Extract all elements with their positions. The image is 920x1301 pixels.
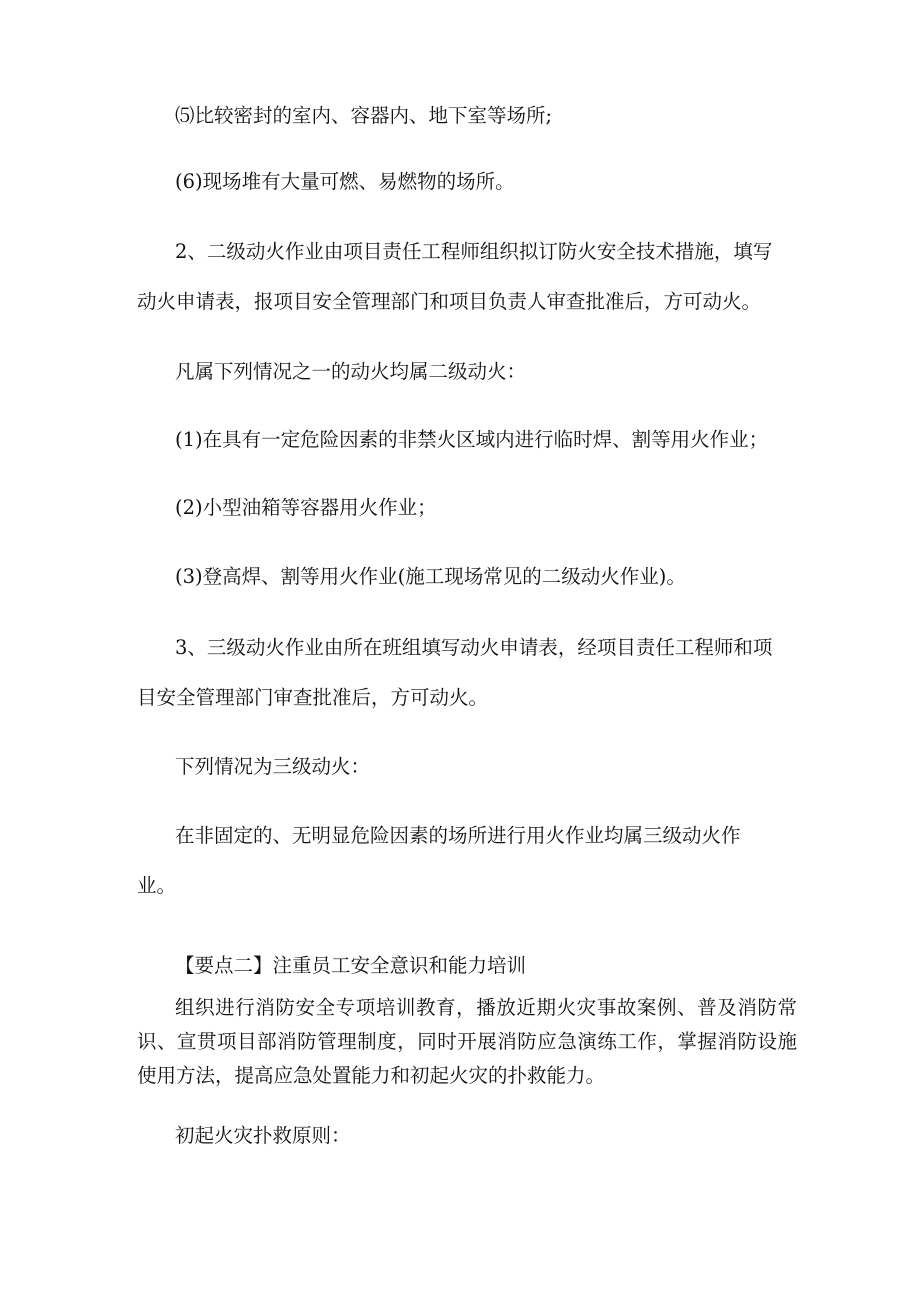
level3-intro: 下列情况为三级动火： — [175, 755, 371, 778]
list-item-6: (6)现场堆有大量可燃、易燃物的场所。 — [175, 170, 515, 193]
level2-case-2: (2)小型油箱等容器用火作业； — [175, 496, 437, 519]
level3-desc-line1: 在非固定的、无明显危险因素的场所进行用火作业均属三级动火作 — [175, 824, 741, 847]
point2-heading: 【要点二】注重员工安全意识和能力培训 — [175, 954, 527, 977]
level2-intro: 凡属下列情况之一的动火均属二级动火： — [175, 360, 527, 383]
level2-paragraph-line2: 动火申请表，报项目安全管理部门和项目负责人审查批准后，方可动火。 — [137, 290, 762, 313]
level3-paragraph-line2: 目安全管理部门审查批准后，方可动火。 — [137, 686, 489, 709]
list-item-5: ⑸比较密封的室内、容器内、地下室等场所; — [175, 104, 553, 127]
level3-paragraph-line1: 3、三级动火作业由所在班组填写动火申请表，经项目责任工程师和项 — [175, 636, 773, 659]
level2-paragraph-line1: 2、二级动火作业由项目责任工程师组织拟订防火安全技术措施，填写 — [175, 240, 773, 263]
point2-closing: 初起火灾扑救原则： — [175, 1124, 351, 1147]
level2-case-1: (1)在具有一定危险因素的非禁火区域内进行临时焊、割等用火作业； — [175, 428, 769, 451]
level2-case-3: (3)登高焊、割等用火作业(施工现场常见的二级动火作业)。 — [175, 565, 686, 588]
level3-desc-line2: 业。 — [137, 874, 177, 897]
point2-paragraph: 组织进行消防安全专项培训教育，播放近期火灾事故案例、普及消防常识、宣贯项目部消防管理制度，同时开展消防应急演练工作，掌握消防设施使用方法，提高应急处置能力和初起火灾的扑救能力。 — [137, 996, 797, 1087]
